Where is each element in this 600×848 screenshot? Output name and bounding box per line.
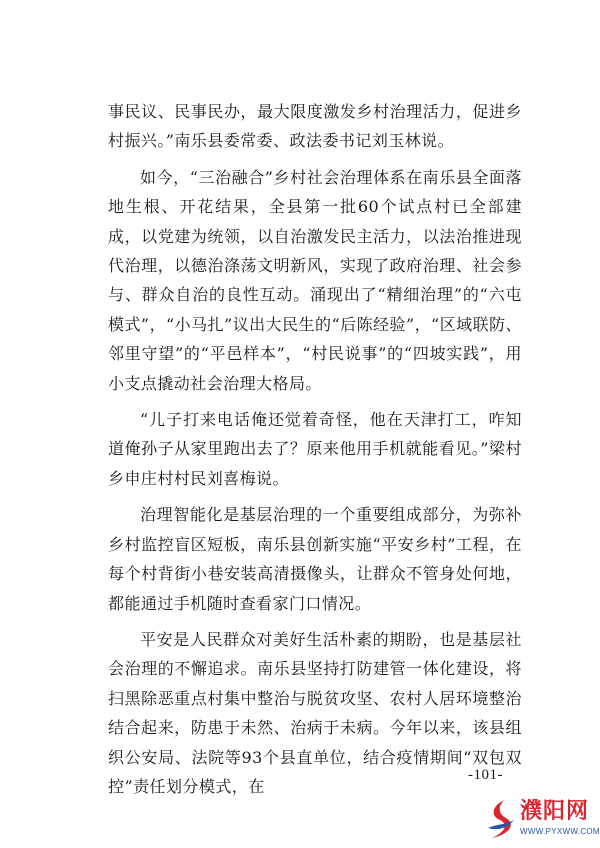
- page-number: -101-: [468, 767, 503, 783]
- watermark-url: WWW.PYXWW.COM: [520, 827, 600, 836]
- site-watermark: [482, 796, 600, 846]
- watermark-name: 濮阳网: [520, 799, 590, 824]
- paragraph-5: 平安是人民群众对美好生活朴素的期盼，也是基层社会治理的不懈追求。南乐县坚持打防建管一体化建设，将扫黑除恶重点村集中整治与脱贫攻坚、农村人居环境整治结合起来，防患于未然、治病于未病。今年以来，该县组织公安局、法院等93个县直单位，结合疫情期间“双包双控”责任划分模式，在: [108, 629, 522, 796]
- swoosh-logo-icon: [484, 798, 518, 840]
- paragraph-2: 如今，“三治融合”乡村社会治理体系在南乐县全面落地生根、开花结果，全县第一批60个试点村已全部建成，以党建为统领，以自治激发民主活力，以法治推进现代治理，以德治涤荡文明新风，实现了政府治理、社会参与、群众自治的良性互动。涌现出了“精细治理”的“六屯模式”，“小马扎”议出大民生的“后陈经验”，“区域联防、邻里守望”的“平邑样本”，“村民说事”的“四坡实践”，用小支点撬动社会治理大格局。: [108, 167, 522, 393]
- paragraph-4: 治理智能化是基层治理的一个重要组成部分，为弥补乡村监控盲区短板，南乐县创新实施“平安乡村”工程，在每个村背街小巷安装高清摄像头，让群众不管身处何地，都能通过手机随时查看家门口情况。: [108, 505, 522, 613]
- document-body: [108, 97, 522, 808]
- paragraph-3: “儿子打来电话俺还觉着奇怪，他在天津打工，咋知道俺孙子从家里跑出去了？原来他用手机就能看见。”梁村乡申庄村村民刘喜梅说。: [108, 410, 522, 488]
- paragraph-1: 事民议、民事民办，最大限度激发乡村治理活力，促进乡村振兴。”南乐县委常委、政法委书记刘玉林说。: [108, 102, 522, 151]
